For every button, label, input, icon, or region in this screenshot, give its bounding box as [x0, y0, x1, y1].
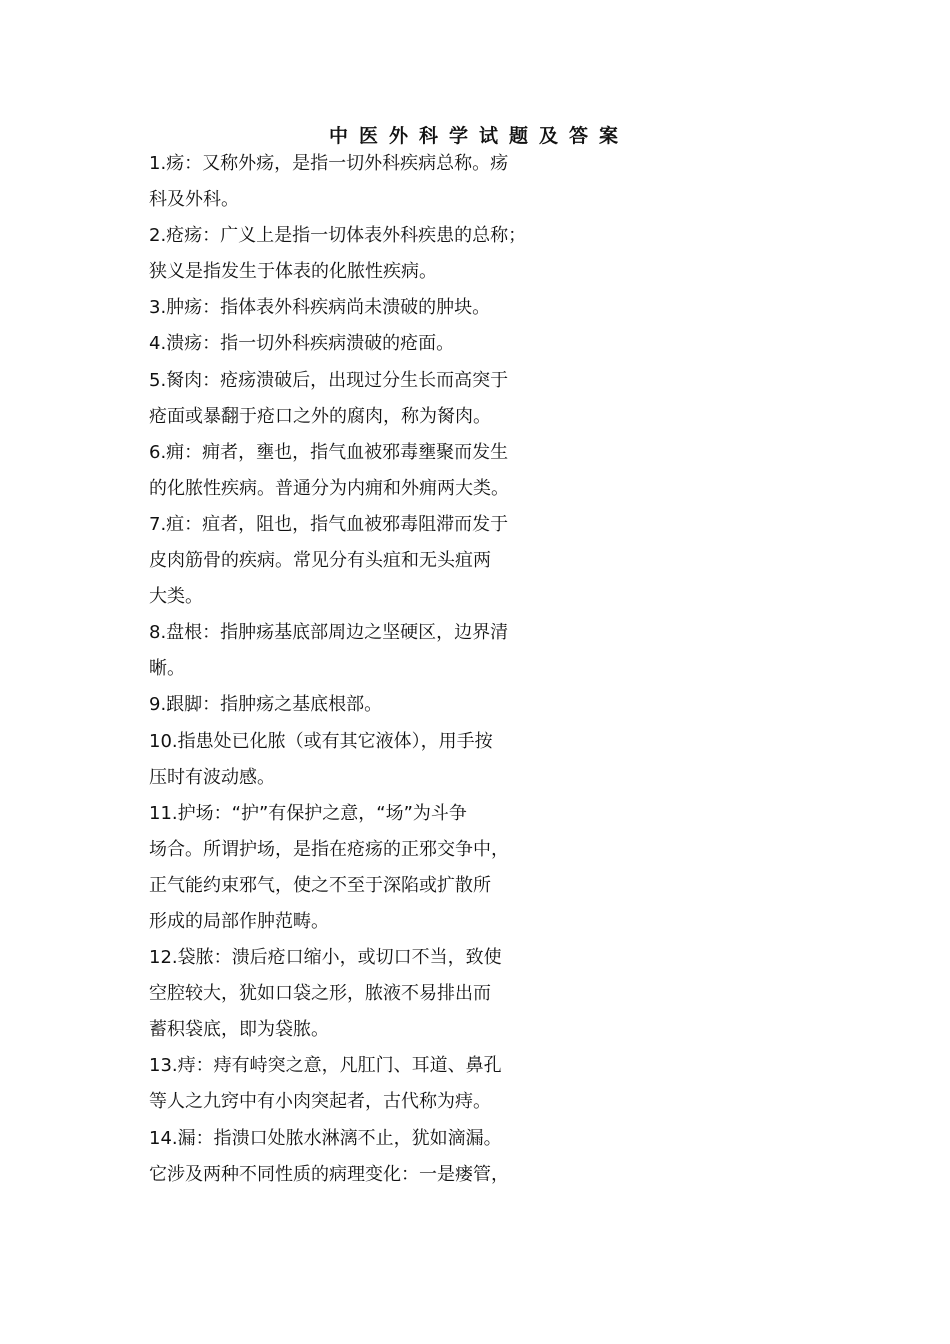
text-line — [149, 326, 821, 362]
document-title: 中医外科学试题及答案 — [328, 125, 629, 147]
text-line — [149, 254, 821, 290]
text-line-content: 1.疡：又称外疡，是指一切外科疾病总称。疡 — [149, 153, 509, 174]
text-line-content: 疮面或暴翻于疮口之外的腐肉，称为胬肉。 — [149, 405, 491, 427]
text-line — [149, 832, 821, 868]
text-line — [149, 724, 821, 760]
text-line — [149, 687, 821, 723]
text-line-content: 8.盘根：指肿疡基底部周边之坚硬区，边界清 — [149, 622, 509, 644]
text-line-content: 晰。 — [149, 658, 185, 680]
text-line — [149, 471, 821, 507]
text-line — [149, 399, 821, 435]
text-line — [149, 363, 821, 399]
text-line — [149, 868, 821, 904]
text-line-content: 4.溃疡：指一切外科疾病溃破的疮面。 — [149, 333, 455, 355]
text-line — [149, 182, 821, 218]
text-line — [149, 904, 821, 940]
text-line-content: 7.疽：疽者，阻也，指气血被邪毒阻滞而发于 — [149, 513, 509, 535]
text-line-content: 2.疮疡：广义上是指一切体表外科疾患的总称； — [149, 225, 527, 247]
text-line — [149, 796, 821, 832]
text-line — [149, 435, 821, 471]
text-line-content: 3.肿疡：指体表外科疾病尚未溃破的肿块。 — [149, 297, 491, 319]
text-line-content: 6.痈：痈者，壅也，指气血被邪毒壅聚而发生 — [149, 441, 509, 463]
text-line-content: 14.漏：指溃口处脓水淋漓不止，犹如滴漏。 — [149, 1127, 502, 1149]
text-line-content: 蓄积袋底，即为袋脓。 — [149, 1019, 329, 1041]
text-line — [149, 976, 821, 1012]
text-line — [149, 146, 821, 182]
text-line-content: 的化脓性疾病。普通分为内痈和外痈两大类。 — [149, 477, 509, 499]
text-line — [149, 760, 821, 796]
text-line-content: 等人之九窍中有小肉突起者，古代称为痔。 — [149, 1091, 491, 1113]
text-line-content: 正气能约束邪气，使之不至于深陷或扩散所 — [149, 874, 491, 896]
text-line — [149, 579, 821, 615]
text-line-content: 它涉及两种不同性质的病理变化：一是瘘管， — [149, 1163, 509, 1185]
text-line — [149, 615, 821, 651]
text-line-content: 形成的局部作肿范畴。 — [149, 910, 329, 932]
text-line — [149, 507, 821, 543]
text-line — [149, 1084, 821, 1120]
text-line — [149, 940, 821, 976]
text-line-content: 10.指患处已化脓（或有其它液体），用手按 — [149, 730, 493, 752]
text-line-content: 13.痔：痔有峙突之意，凡肛门、耳道、鼻孔 — [149, 1055, 502, 1077]
text-line — [149, 651, 821, 687]
text-line-content: 空腔较大，犹如口袋之形，脓液不易排出而 — [149, 983, 491, 1005]
text-line-content: 压时有波动感。 — [149, 766, 275, 788]
text-line — [149, 1121, 821, 1157]
text-line-content: 11.护场：“护”有保护之意，“场”为斗争 — [149, 802, 467, 824]
text-line — [149, 290, 821, 326]
text-line-content: 5.胬肉：疮疡溃破后，出现过分生长而高突于 — [149, 369, 509, 391]
text-line — [149, 1012, 821, 1048]
text-line-content: 科及外科。 — [149, 189, 239, 211]
text-line — [149, 1048, 821, 1084]
text-line-content: 12.袋脓：溃后疮口缩小，或切口不当，致使 — [149, 947, 502, 969]
text-line — [149, 218, 821, 254]
text-line-content: 狭义是指发生于体表的化脓性疾病。 — [149, 261, 437, 283]
text-line — [149, 1157, 821, 1193]
text-line-content: 场合。所谓护场，是指在疮疡的正邪交争中， — [149, 838, 509, 860]
text-line-content: 大类。 — [149, 586, 203, 608]
document-body — [149, 146, 821, 1193]
text-line-content: 9.跟脚：指肿疡之基底根部。 — [149, 694, 383, 716]
text-line — [149, 543, 821, 579]
text-line-content: 皮肉筋骨的疾病。常见分有头疽和无头疽两 — [149, 550, 491, 572]
